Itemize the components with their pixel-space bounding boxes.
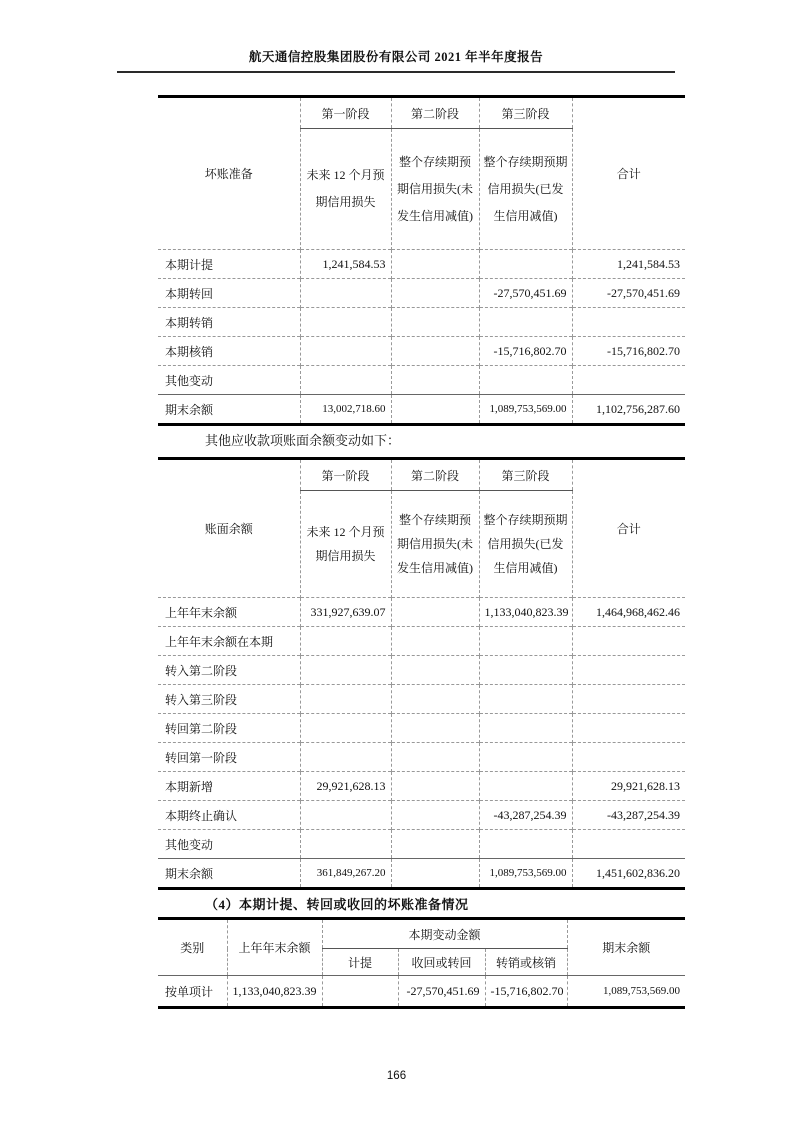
row-label: 本期新增 (158, 772, 300, 801)
table3-recover-header: 收回或转回 (398, 949, 485, 976)
table-cell (300, 337, 391, 366)
table-cell (479, 656, 572, 685)
table-cell (300, 743, 391, 772)
table-cell: -27,570,451.69 (479, 279, 572, 308)
table-row (158, 772, 685, 801)
row-label: 转回第二阶段 (158, 714, 300, 743)
section-heading: （4）本期计提、转回或收回的坏账准备情况 (205, 897, 469, 912)
row-label: 本期核销 (158, 337, 300, 366)
table2-stage1-header: 第一阶段 (300, 459, 391, 491)
table-cell (300, 830, 391, 859)
table-cell (391, 366, 479, 395)
table-cell (391, 859, 479, 889)
table-row (158, 627, 685, 656)
table-cell (479, 308, 572, 337)
table-cell (391, 685, 479, 714)
table-cell: -27,570,451.69 (398, 976, 485, 1008)
table-cell: 1,089,753,569.00 (479, 395, 572, 425)
row-label: 本期转销 (158, 308, 300, 337)
table-cell (479, 366, 572, 395)
table-cell (479, 685, 572, 714)
table1-stage2-header: 第二阶段 (391, 97, 479, 129)
table2-stage2-header: 第二阶段 (391, 459, 479, 491)
table3-prev-balance-header: 上年年末余额 (227, 919, 322, 976)
table-row (158, 743, 685, 772)
table-cell (479, 627, 572, 656)
table-cell: 1,089,753,569.00 (479, 859, 572, 889)
table-cell: -43,287,254.39 (572, 801, 685, 830)
table3-period-change-group-header: 本期变动金额 (322, 919, 567, 949)
table-cell (300, 714, 391, 743)
table2-total-header: 合计 (572, 459, 685, 598)
table-row (158, 279, 685, 308)
row-label: 上年年末余额 (158, 598, 300, 627)
table-cell (300, 366, 391, 395)
table-cell: -27,570,451.69 (572, 279, 685, 308)
row-label: 本期终止确认 (158, 801, 300, 830)
table-cell (391, 714, 479, 743)
table-cell: 1,451,602,836.20 (572, 859, 685, 889)
table-cell (300, 801, 391, 830)
table-cell: -15,716,802.70 (479, 337, 572, 366)
table-cell (391, 598, 479, 627)
row-label: 转入第三阶段 (158, 685, 300, 714)
table-cell (572, 308, 685, 337)
table-cell: 29,921,628.13 (300, 772, 391, 801)
table3-writeoff-header: 转销或核销 (485, 949, 567, 976)
book-balance-change-table (158, 457, 685, 890)
table-cell (479, 743, 572, 772)
table-cell: 13,002,718.60 (300, 395, 391, 425)
table-cell: 29,921,628.13 (572, 772, 685, 801)
table-cell (391, 656, 479, 685)
table-cell (391, 279, 479, 308)
table-row (158, 714, 685, 743)
table-cell: 1,133,040,823.39 (479, 598, 572, 627)
table1-stage3-desc: 整个存续期预期信用损失(已发生信用减值) (479, 129, 572, 250)
table-cell (391, 801, 479, 830)
page-number: 166 (386, 1070, 407, 1082)
table-cell: -43,287,254.39 (479, 801, 572, 830)
table-cell (391, 337, 479, 366)
table-cell (300, 279, 391, 308)
table-cell (572, 656, 685, 685)
table-cell (479, 772, 572, 801)
table-cell (572, 743, 685, 772)
table1-stage1-header: 第一阶段 (300, 97, 391, 129)
table-cell: 361,849,267.20 (300, 859, 391, 889)
row-label: 其他变动 (158, 366, 300, 395)
table-cell (300, 308, 391, 337)
table-cell (572, 830, 685, 859)
row-label: 上年年末余额在本期 (158, 627, 300, 656)
table-cell: 1,241,584.53 (300, 250, 391, 279)
table1-corner-label: 坏账准备 (204, 167, 253, 181)
table3-ending-balance-header: 期末余额 (567, 919, 685, 976)
current-period-provision-table (158, 917, 685, 1009)
table-cell (391, 308, 479, 337)
table-row (158, 308, 685, 337)
table-cell: 1,241,584.53 (572, 250, 685, 279)
table-cell: 1,464,968,462.46 (572, 598, 685, 627)
table-cell (479, 250, 572, 279)
table-cell (391, 772, 479, 801)
table2-stage3-desc: 整个存续期预期信用损失(已发生信用减值) (479, 491, 572, 598)
table-cell (391, 627, 479, 656)
table-row (158, 395, 685, 425)
table1-stage2-desc: 整个存续期预期信用损失(未发生信用减值) (391, 129, 479, 250)
table-cell (300, 685, 391, 714)
table-cell: 1,133,040,823.39 (227, 976, 322, 1008)
table-row (158, 859, 685, 889)
table-row (158, 366, 685, 395)
bad-debt-provision-table (158, 95, 685, 426)
table-cell (391, 743, 479, 772)
table-cell: -15,716,802.70 (485, 976, 567, 1008)
section-intro-text: 其他应收款项账面余额变动如下： (205, 433, 401, 448)
table-row (158, 830, 685, 859)
table3-accrual-header: 计提 (322, 949, 398, 976)
table-row (158, 337, 685, 366)
table-cell (391, 250, 479, 279)
table-row (158, 250, 685, 279)
table-row (158, 598, 685, 627)
table1-total-header: 合计 (572, 97, 685, 250)
table-cell (391, 395, 479, 425)
table-row (158, 656, 685, 685)
table2-stage1-desc: 未来 12 个月预期信用损失 (300, 491, 391, 598)
table-cell (572, 685, 685, 714)
table2-stage3-header: 第三阶段 (479, 459, 572, 491)
table-row (158, 685, 685, 714)
table2-corner-label: 账面余额 (204, 522, 253, 536)
table-cell (572, 627, 685, 656)
table-cell: 1,089,753,569.00 (567, 976, 685, 1008)
table-cell (479, 714, 572, 743)
row-label: 期末余额 (158, 395, 300, 425)
table-cell: 331,927,639.07 (300, 598, 391, 627)
table-row (158, 976, 685, 1008)
table1-stage3-header: 第三阶段 (479, 97, 572, 129)
table2-stage2-desc: 整个存续期预期信用损失(未发生信用减值) (391, 491, 479, 598)
row-label: 本期计提 (158, 250, 300, 279)
page-header-title: 航天通信控股集团股份有限公司 2021 年半年度报告 (117, 47, 675, 73)
table-cell (572, 714, 685, 743)
row-label: 转入第二阶段 (158, 656, 300, 685)
table-cell: -15,716,802.70 (572, 337, 685, 366)
table-cell (572, 366, 685, 395)
table-cell (300, 656, 391, 685)
row-label: 按单项计 (158, 976, 227, 1008)
table-cell (300, 627, 391, 656)
table1-stage1-desc: 未来 12 个月预期信用损失 (300, 129, 391, 250)
table-cell (322, 976, 398, 1008)
table3-category-header: 类别 (180, 941, 205, 955)
table-cell (391, 830, 479, 859)
table-cell: 1,102,756,287.60 (572, 395, 685, 425)
row-label: 期末余额 (158, 859, 300, 889)
row-label: 本期转回 (158, 279, 300, 308)
table-cell (479, 830, 572, 859)
row-label: 其他变动 (158, 830, 300, 859)
table-row (158, 801, 685, 830)
row-label: 转回第一阶段 (158, 743, 300, 772)
